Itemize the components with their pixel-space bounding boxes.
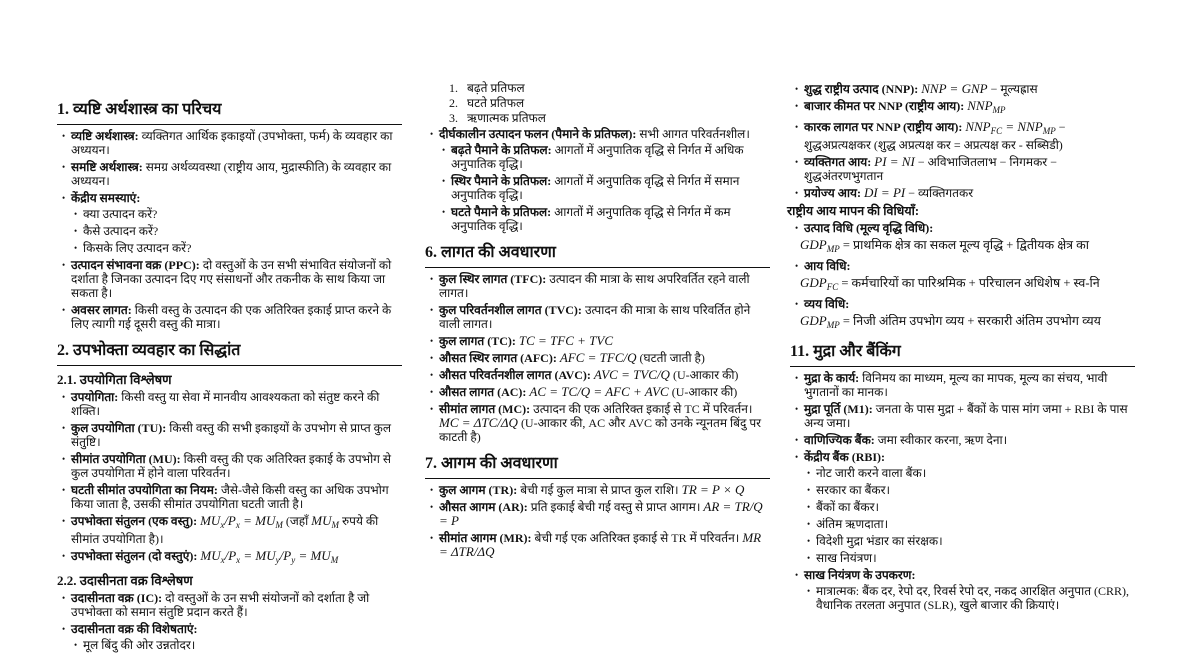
text: समग्र अर्थव्यवस्था (राष्ट्रीय आय, मुद्रास्फीति) के व्यवहार का अध्ययन।	[71, 160, 392, 188]
list-item	[71, 129, 402, 157]
text: नोट जारी करने वाला बैंक।	[816, 466, 927, 480]
text: बेची गई कुल मात्रा से प्राप्त कुल राशि।	[517, 483, 682, 497]
math-formula: M	[330, 555, 339, 565]
text: किसी वस्तु की सभी इकाइयों के उपभोग से प्राप्त कुल संतुष्टि।	[71, 421, 392, 449]
text: − अविभाजितलाभ − निगमकर − शुद्धअंतरणभुगतान	[804, 155, 1057, 183]
math-formula: FC	[826, 282, 839, 292]
text: किसके लिए उत्पादन करें?	[83, 241, 192, 255]
term-label: मुद्रा पूर्ति (M1):	[804, 402, 873, 416]
list-item	[439, 500, 770, 528]
list-item	[816, 500, 1135, 514]
list-item	[71, 591, 402, 619]
list-item	[439, 351, 770, 365]
formula-line	[800, 276, 1145, 294]
list-item	[71, 452, 402, 480]
list-item	[800, 221, 1135, 256]
term-label: केंद्रीय समस्याएं:	[71, 191, 141, 205]
list-item	[804, 186, 1135, 200]
text: (जहाँ	[282, 514, 312, 528]
math-formula: TC = TFC + TVC	[518, 333, 613, 348]
text: विदेशी मुद्रा भंडार का संरक्षक।	[816, 534, 943, 548]
list-item	[71, 390, 402, 418]
list-item	[439, 385, 770, 399]
math-formula: NNP	[967, 98, 993, 113]
math-formula: GDP	[800, 238, 827, 252]
text: आगतों में अनुपातिक वृद्धि से निर्गत में समान अनुपातिक वृद्धि।	[451, 174, 740, 202]
term-label: कुल परिवर्तनशील लागत (TVC):	[439, 303, 582, 317]
term-label: साख नियंत्रण के उपकरण:	[804, 568, 916, 582]
list-item	[804, 82, 1135, 96]
text: जैसे-जैसे किसी वस्तु का अधिक उपभोग किया जाता है, उसकी सीमांत उपयोगिता घटती जाती है।	[71, 483, 389, 511]
list-item	[71, 483, 402, 511]
math-formula: GDP	[800, 314, 827, 328]
math-formula: /P	[224, 513, 236, 528]
text: प्रति इकाई बेची गई वस्तु से प्राप्त आगम।	[527, 500, 704, 514]
text: (U-आकार की)	[669, 368, 739, 382]
list-item	[804, 155, 1135, 183]
text: − व्यक्तिगतकर	[905, 186, 974, 200]
list-item	[83, 638, 402, 652]
math-formula: MU	[200, 548, 221, 563]
list-item	[71, 549, 402, 567]
text: दो वस्तुओं के उन सभी संभावित संयोजनों को दर्शाता है जिनका उत्पादन दिए गए संसाधनों और तकनीक के साथ किया जा सकता है।	[71, 258, 392, 300]
term-label: औसत आगम (AR):	[439, 500, 528, 514]
list-item	[804, 568, 1135, 612]
bullet-list	[790, 371, 1135, 612]
text: (U-आकार की, AC और AVC को उनके न्यूनतम बिंदु पर काटती है)	[439, 416, 762, 444]
list-item	[439, 368, 770, 382]
math-formula: AC = TC/Q = AFC + AVC	[529, 384, 669, 399]
list-item	[83, 241, 402, 255]
term-label: अवसर लागत:	[71, 303, 132, 317]
list-item	[71, 514, 402, 546]
list-item: 3. ऋणात्मक प्रतिफल	[461, 111, 770, 125]
text: − शुद्धअप्रत्यक्षकर (शुद्ध अप्रत्यक्ष कर = अप्रत्यक्ष कर - सब्सिडी)	[804, 120, 1066, 152]
term-label: प्रयोज्य आय:	[804, 186, 861, 200]
term-label: केंद्रीय बैंक (RBI):	[804, 450, 886, 464]
text: (U-आकार की)	[668, 385, 738, 399]
term-label: उत्पादन संभावना वक्र (PPC):	[71, 258, 200, 272]
column-3	[787, 80, 1135, 615]
text: (घटती जाती है)	[636, 351, 705, 365]
list-item	[816, 534, 1135, 548]
term-label: उपभोक्ता संतुलन (एक वस्तु):	[71, 514, 198, 528]
term-label: दीर्घकालीन उत्पादन फलन (पैमाने के प्रतिफल):	[439, 127, 637, 141]
sub-list	[439, 143, 770, 233]
text: मूल बिंदु की ओर उन्नतोदर।	[83, 638, 196, 652]
text: दो वस्तुओं के उन सभी संयोजनों को दर्शाता है जो उपभोक्ता को समान संतुष्टि प्रदान करते हैं।	[71, 591, 370, 619]
list-item	[71, 421, 402, 449]
math-formula: x	[220, 520, 225, 530]
list-item	[439, 303, 770, 331]
text: किसी वस्तु के उत्पादन की एक अतिरिक्त इकाई प्राप्त करने के लिए त्यागी गई दूसरी वस्तु की मात्रा।	[71, 303, 392, 331]
sub-list	[71, 638, 402, 652]
list-item	[800, 259, 1135, 294]
list-item	[804, 450, 1135, 565]
term-label: समष्टि अर्थशास्त्र:	[71, 160, 143, 174]
math-formula: x	[235, 520, 240, 530]
list-item	[439, 334, 770, 348]
list-item	[816, 483, 1135, 497]
text: विनिमय का माध्यम, मूल्य का मापक, मूल्य का संचय, भावी भुगतानों का मानक।	[804, 371, 1108, 399]
text: बैंकों का बैंकर।	[816, 500, 880, 514]
math-formula: = MU	[239, 513, 276, 528]
formula-line	[800, 314, 1145, 332]
math-formula: TR = P × Q	[681, 482, 745, 497]
text: जनता के पास मुद्रा + बैंकों के पास मांग जमा + RBI के पास अन्य जमा।	[804, 402, 1128, 430]
list-item	[451, 143, 770, 171]
term-label: बाजार कीमत पर NNP (राष्ट्रीय आय):	[804, 99, 965, 113]
term-label: सीमांत उपयोगिता (MU):	[71, 452, 181, 466]
bullet-list	[57, 390, 402, 567]
math-formula: GDP	[800, 276, 827, 290]
list-item	[804, 402, 1135, 430]
text: रुपये की सीमांत उपयोगिता है)।	[71, 514, 379, 546]
term-label: मुद्रा के कार्य:	[804, 371, 860, 385]
list-item	[83, 207, 402, 221]
list-item	[71, 258, 402, 300]
text: सभी आगत परिवर्तनशील।	[636, 127, 750, 141]
text: आगतों में अनुपातिक वृद्धि से निर्गत में कम अनुपातिक वृद्धि।	[451, 205, 731, 233]
list-item	[439, 402, 770, 444]
section-heading: 1. व्यष्टि अर्थशास्त्र का परिचय	[57, 100, 402, 125]
column-1	[57, 90, 402, 655]
list-item	[451, 174, 770, 202]
term-label: कुल लागत (TC):	[439, 334, 516, 348]
list-item	[439, 127, 770, 233]
list-item	[83, 224, 402, 238]
bullet-list	[57, 591, 402, 652]
bullet-list	[57, 129, 402, 331]
list-item	[804, 120, 1135, 152]
text: कैसे उत्पादन करें?	[83, 224, 159, 238]
text: मात्रात्मक: बैंक दर, रेपो दर, रिवर्स रेपो दर, नकद आरक्षित अनुपात (CRR), वैधानिक तरलता अनुपात (SLR), खुले बाजार की क्रियाएं।	[816, 584, 1130, 612]
text: उत्पादन की मात्रा के साथ परिवर्तित होने वाली लागत।	[439, 303, 751, 331]
text: = कर्मचारियों का पारिश्रमिक + परिचालन अधिशेष + स्व-नि	[838, 276, 1100, 290]
section-heading: 7. आगम की अवधारणा	[425, 454, 770, 479]
text: जमा स्वीकार करना, ऋण देना।	[874, 433, 1008, 447]
list-item	[804, 433, 1135, 447]
term-label: औसत लागत (AC):	[439, 385, 527, 399]
term-label: उत्पाद विधि (मूल्य वृद्धि विधि):	[804, 221, 934, 235]
term-label: कुल उपयोगिता (TU):	[71, 421, 167, 435]
math-formula: x	[236, 555, 241, 565]
subsection-heading: 2.2. उदासीनता वक्र विश्लेषण	[57, 573, 193, 588]
formula-line	[800, 238, 1145, 256]
list-item	[804, 99, 1135, 117]
text: साख नियंत्रण।	[816, 551, 877, 565]
text: उत्पादन की एक अतिरिक्त इकाई से TC में परिवर्तन।	[530, 402, 753, 416]
list-item	[71, 191, 402, 255]
list-item	[439, 483, 770, 497]
math-formula: M	[275, 520, 283, 530]
math-formula: MP	[826, 320, 840, 330]
term-label: आय विधि:	[804, 259, 851, 273]
text: = प्राथमिक क्षेत्र का सकल मूल्य वृद्धि + द्वितीयक क्षेत्र का	[839, 238, 1090, 252]
list-item	[804, 371, 1135, 399]
math-formula: NNP	[965, 119, 991, 134]
text: बेची गई एक अतिरिक्त इकाई से TR में परिवर्तन।	[531, 531, 743, 545]
math-formula: /P	[224, 548, 237, 563]
text: उत्पादन की मात्रा के साथ अपरिवर्तित रहने वाली लागत।	[439, 272, 750, 300]
math-formula: M	[331, 520, 339, 530]
term-label: शुद्ध राष्ट्रीय उत्पाद (NNP):	[804, 82, 919, 96]
term-label: उपयोगिता:	[71, 390, 119, 404]
math-formula: PI = NI	[874, 154, 915, 169]
bullet-list	[425, 483, 770, 559]
subsection-heading: राष्ट्रीय आय मापन की विधियाँ:	[787, 204, 920, 218]
list-item	[439, 272, 770, 300]
text: − मूल्यह्रास	[987, 82, 1038, 96]
bullet-list	[425, 127, 770, 233]
list-item	[816, 517, 1135, 531]
math-formula: MP	[1042, 126, 1056, 136]
sub-list	[804, 584, 1135, 612]
column-2	[425, 80, 770, 562]
math-formula: DI = PI	[863, 185, 906, 200]
math-formula: MP	[826, 244, 840, 254]
math-formula: = NNP	[1002, 119, 1043, 134]
text: किसी वस्तु या सेवा में मानवीय आवश्यकता को संतुष्ट करने की शक्ति।	[71, 390, 380, 418]
term-label: वाणिज्यिक बैंक:	[804, 433, 875, 447]
bullet-list	[790, 221, 1135, 332]
term-label: उदासीनता वक्र (IC):	[71, 591, 163, 605]
list-item	[71, 160, 402, 188]
term-label: व्यष्टि अर्थशास्त्र:	[71, 129, 139, 143]
math-formula: MU	[200, 513, 221, 528]
sub-list	[71, 207, 402, 255]
math-formula: MP	[992, 105, 1006, 115]
section-heading: 6. लागत की अवधारणा	[425, 243, 770, 268]
text: व्यक्तिगत आर्थिक इकाइयों (उपभोक्ता, फर्म) के व्यवहार का अध्ययन।	[71, 129, 393, 157]
term-label: व्यय विधि:	[804, 297, 850, 311]
term-label: घटती सीमांत उपयोगिता का नियम:	[71, 483, 218, 497]
math-formula: FC	[990, 126, 1003, 136]
list-item	[816, 584, 1135, 612]
list-item	[800, 297, 1135, 332]
numbered-list	[425, 81, 770, 125]
math-formula: /P	[279, 548, 292, 563]
math-formula: AR = TR/Q = P	[439, 499, 763, 528]
term-label: सीमांत लागत (MC):	[439, 402, 531, 416]
term-label: उपभोक्ता संतुलन (दो वस्तुएं):	[71, 549, 198, 563]
term-label: कुल स्थिर लागत (TFC):	[439, 272, 547, 286]
list-item	[816, 551, 1135, 565]
section-heading: 11. मुद्रा और बैंकिंग	[790, 342, 1135, 367]
text: किसी वस्तु की एक अतिरिक्त इकाई के उपभोग से कुल उपयोगिता में होने वाला परिवर्तन।	[71, 452, 392, 480]
term-label: औसत स्थिर लागत (AFC):	[439, 351, 557, 365]
math-formula: AFC = TFC/Q	[559, 350, 637, 365]
term-label: व्यक्तिगत आय:	[804, 155, 872, 169]
section-heading: 2. उपभोक्ता व्यवहार का सिद्धांत	[57, 341, 402, 366]
text: = निजी अंतिम उपभोग व्यय + सरकारी अंतिम उपभोग व्यय	[839, 314, 1101, 328]
math-formula: AVC = TVC/Q	[593, 367, 670, 382]
text: क्या उत्पादन करें?	[83, 207, 158, 221]
math-formula: MR = ΔTR/ΔQ	[439, 530, 762, 559]
subsection-heading: 2.1. उपयोगिता विश्लेषण	[57, 372, 172, 387]
term-label: उदासीनता वक्र की विशेषताएं:	[71, 622, 198, 636]
math-formula: y	[275, 555, 280, 565]
list-item	[816, 466, 1135, 480]
term-label: स्थिर पैमाने के प्रतिफल:	[451, 174, 552, 188]
term-label: औसत परिवर्तनशील लागत (AVC):	[439, 368, 591, 382]
text: अंतिम ऋणदाता।	[816, 517, 889, 531]
term-label: कुल आगम (TR):	[439, 483, 518, 497]
text: आगतों में अनुपातिक वृद्धि से निर्गत में अधिक अनुपातिक वृद्धि।	[451, 143, 744, 171]
math-formula: = MU	[295, 548, 331, 563]
math-formula: y	[291, 555, 296, 565]
bullet-list	[790, 82, 1135, 200]
math-formula: x	[220, 555, 225, 565]
math-formula: MU	[311, 513, 332, 528]
math-formula: = MU	[240, 548, 276, 563]
list-item	[439, 531, 770, 559]
term-label: बढ़ते पैमाने के प्रतिफल:	[451, 143, 552, 157]
list-item	[71, 622, 402, 652]
math-formula: NNP = GNP	[921, 81, 988, 96]
term-label: सीमांत आगम (MR):	[439, 531, 532, 545]
term-label: कारक लागत पर NNP (राष्ट्रीय आय):	[804, 120, 963, 134]
text: सरकार का बैंकर।	[816, 483, 891, 497]
term-label: घटते पैमाने के प्रतिफल:	[451, 205, 552, 219]
bullet-list	[425, 272, 770, 444]
list-item	[71, 303, 402, 331]
list-item	[451, 205, 770, 233]
list-item: 2. घटते प्रतिफल	[461, 96, 770, 110]
sub-list	[804, 466, 1135, 565]
list-item: 1. बढ़ते प्रतिफल	[461, 81, 770, 95]
math-formula: MC = ΔTC/ΔQ	[439, 415, 518, 430]
